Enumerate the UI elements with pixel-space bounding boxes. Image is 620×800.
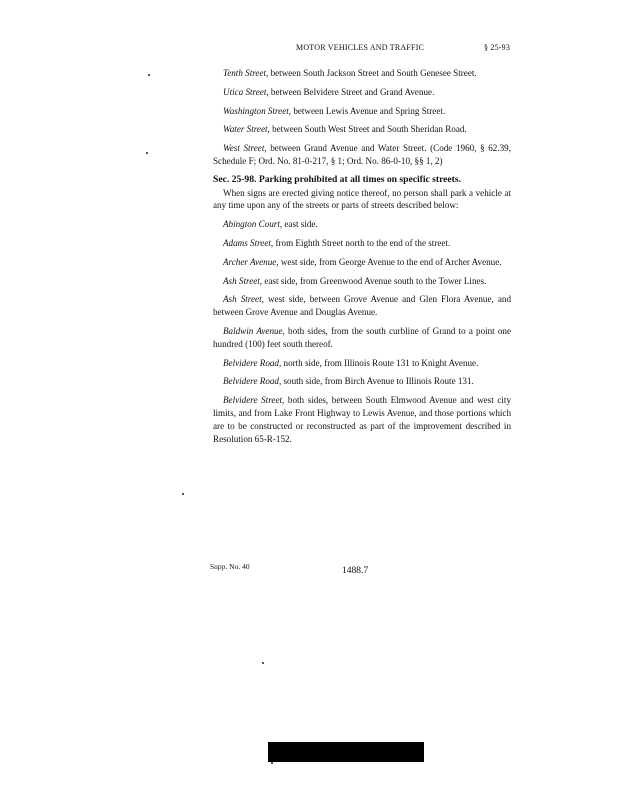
street-name: Belvidere Street, <box>223 395 285 406</box>
street-entry <box>213 142 511 168</box>
street-name: Adams Street, <box>223 237 274 248</box>
page-number: 1488.7 <box>342 566 369 576</box>
street-name: Belvidere Road, <box>223 357 282 368</box>
street-entry <box>213 394 511 445</box>
section-heading: Sec. 25-98. Parking prohibited at all times on specific streets. <box>213 173 461 185</box>
redaction-bar <box>268 742 424 762</box>
street-name: Utica Street, <box>223 86 269 97</box>
street-description: east side. <box>282 219 318 230</box>
street-description: west side, between Grove Avenue and Glen Flora Avenue, and between Grove Avenue and Douglas Avenue. <box>213 294 512 318</box>
street-description: south side, from Birch Avenue to Illinois Route 131. <box>281 376 474 387</box>
document-body <box>213 67 511 451</box>
scan-speck <box>262 662 264 664</box>
street-list-top <box>213 67 511 168</box>
street-description: both sides, between South Elmwood Avenue and west city limits, and from Lake Front Highway to Lewis Avenue, and those portions which are to be constructed or reconstructed as part of the improvement described in Resolution 65-R-152. <box>213 395 511 444</box>
street-description: between South West Street and South Sheridan Road. <box>269 124 467 135</box>
street-entry <box>213 86 511 99</box>
street-name: Washington Street, <box>223 105 292 116</box>
street-entry <box>213 218 511 231</box>
street-name: Baldwin Avenue, <box>223 325 285 336</box>
street-description: between Lewis Avenue and Spring Street. <box>291 105 446 116</box>
street-entry <box>213 375 511 388</box>
street-name: Belvidere Road, <box>223 376 282 387</box>
street-name: Abington Court, <box>223 219 283 230</box>
street-name: Ash Street, <box>223 275 263 286</box>
street-description: between Grand Avenue and Water Street. (Code 1960, § 62.39, Schedule F; Ord. No. 81-0-217, § 1; Ord. No. 86-0-10, §§ 1, 2) <box>213 143 511 166</box>
street-description: north side, from Illinois Route 131 to Knight Avenue. <box>281 357 479 368</box>
street-description: between Belvidere Street and Grand Avenue. <box>268 86 435 97</box>
street-list-bottom <box>213 218 511 445</box>
street-entry <box>213 67 511 80</box>
street-name: West Street, <box>223 143 267 154</box>
street-description: from Eighth Street north to the end of the street. <box>273 237 451 248</box>
street-name: Ash Street, <box>223 294 264 305</box>
section-intro: When signs are erected giving notice thereof, no person shall park a vehicle at any time upon any of the streets or parts of streets described below: <box>213 187 511 211</box>
street-entry <box>213 357 511 370</box>
running-header-title: MOTOR VEHICLES AND TRAFFIC <box>296 43 425 52</box>
scan-speck <box>182 493 184 495</box>
street-entry <box>213 325 511 351</box>
street-description: west side, from George Avenue to the end of Archer Avenue. <box>278 256 502 267</box>
street-entry <box>213 123 511 136</box>
street-description: both sides, from the south curbline of Grand to a point one hundred (100) feet south thereof. <box>213 325 512 349</box>
street-entry <box>213 237 511 250</box>
street-name: Archer Avenue, <box>223 256 279 267</box>
street-entry <box>213 256 511 269</box>
scan-speck <box>146 152 148 154</box>
street-name: Water Street, <box>223 124 270 135</box>
street-entry <box>213 293 511 319</box>
street-name: Tenth Street, <box>223 68 269 78</box>
scan-speck <box>271 762 273 764</box>
street-entry <box>213 105 511 118</box>
street-description: between South Jackson Street and South Genesee Street. <box>268 68 477 78</box>
supplement-number: Supp. No. 40 <box>210 562 250 571</box>
scan-speck <box>148 74 150 76</box>
street-description: east side, from Greenwood Avenue south to the Tower Lines. <box>262 275 487 286</box>
running-header-section: § 25-93 <box>484 43 511 52</box>
street-entry <box>213 275 511 288</box>
